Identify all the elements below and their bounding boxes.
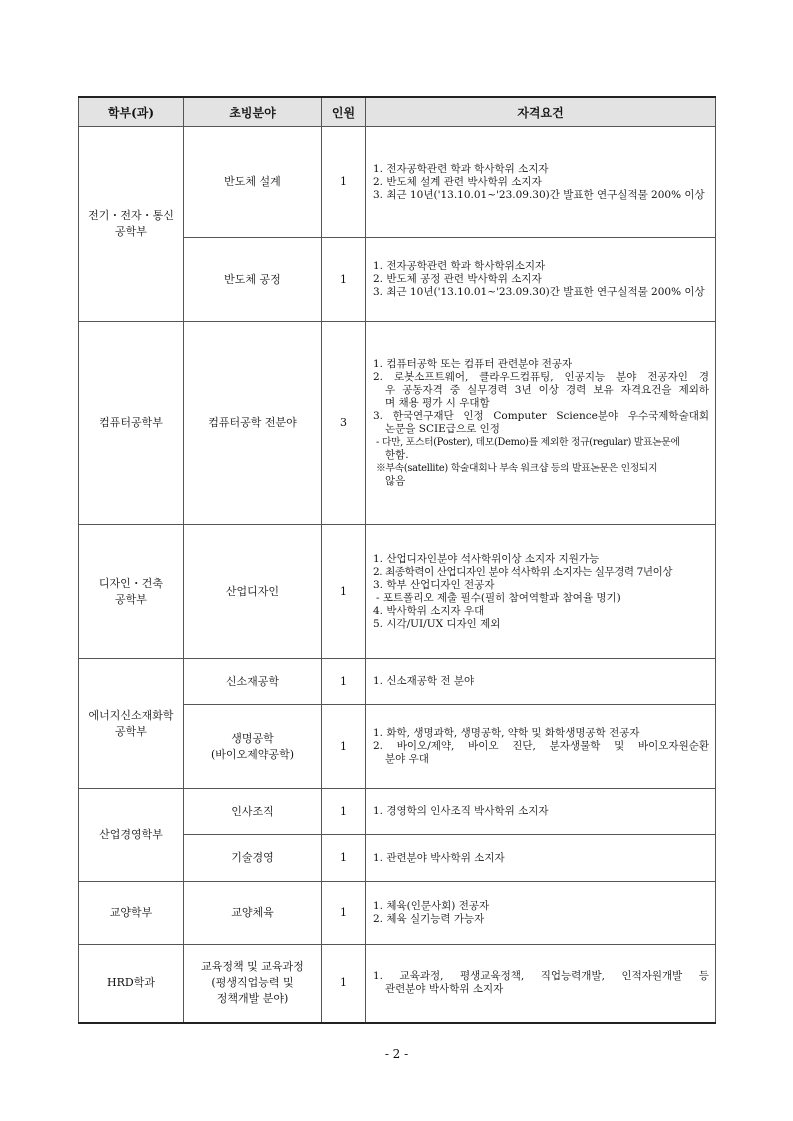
field-name: 산업디자인: [225, 584, 280, 598]
header-requirements: 자격요건: [366, 97, 716, 127]
requirement-line: 5. 시각/UI/UX 디자인 제외: [373, 617, 501, 630]
requirements-cell: [366, 525, 716, 659]
table-row: [79, 882, 716, 945]
field-name: 인사조직: [231, 804, 274, 818]
department-name: 디자인・건축: [98, 576, 164, 590]
count-cell: 1: [322, 705, 366, 789]
department-name: 공학부: [115, 225, 147, 238]
requirement-line: 우 공동자격 중 실무경력 3년 이상 경력 보유 자격요건을 제외하: [385, 384, 709, 396]
field-name: 정책개발 분야): [216, 992, 289, 1006]
requirement-line: 3. 최근 10년('13.10.01~'23.09.30)간 발표한 연구실적물 200% 이상: [373, 286, 705, 298]
field-cell: [184, 789, 322, 835]
requirements-cell: [366, 945, 716, 1023]
header-count: 인원: [322, 97, 366, 127]
department-cell: [79, 322, 184, 525]
requirements-cell: [366, 659, 716, 705]
requirements-cell: [366, 789, 716, 835]
requirement-line: 관련분야 박사학위 소지자: [385, 983, 504, 996]
field-cell: [184, 882, 322, 945]
requirement-line: 2. 최종학력이 산업디자인 분야 석사학위 소지자는 실무경력 7년이상: [373, 565, 673, 578]
requirement-line: 1. 컴퓨터공학 또는 컴퓨터 관련분야 전공자: [373, 358, 573, 370]
count-cell: 1: [322, 882, 366, 945]
field-name: (바이오제약공학): [211, 747, 294, 761]
table-header-row: [79, 97, 716, 127]
department-cell: [79, 659, 184, 789]
requirements-cell: [366, 705, 716, 789]
table-row: [79, 322, 716, 525]
page-number: - 2 -: [384, 1047, 409, 1061]
requirement-line: 1. 전자공학관련 학과 학사학위 소지자: [373, 162, 549, 175]
requirement-line: 3. 최근 10년('13.10.01~'23.09.30)간 발표한 연구실적물 200% 이상: [373, 188, 705, 201]
field-cell: [184, 835, 322, 882]
requirements-cell: [366, 835, 716, 882]
header-department: 학부(과): [79, 97, 184, 127]
department-name: 에너지신소재화학: [88, 708, 174, 722]
table-row: [79, 127, 716, 238]
requirement-line: 4. 박사학위 소지자 우대: [373, 604, 485, 617]
field-name: 반도체 설계: [224, 175, 281, 188]
requirement-line: 1. 화학, 생명과학, 생명공학, 약학 및 화학생명공학 전공자: [373, 727, 640, 739]
count-cell: 1: [322, 789, 366, 835]
requirement-line: - 포트폴리오 제출 필수(필히 참여역할과 참여율 명기): [376, 591, 621, 604]
requirement-line: 2. 반도체 설계 관련 박사학위 소지자: [373, 175, 542, 188]
count-cell: 1: [322, 835, 366, 882]
requirement-line: 1. 신소재공학 전 분야: [373, 675, 475, 687]
requirement-line: - 다만, 포스터(Poster), 데모(Demo)를 제외한 정규(regular) 발표논문에: [376, 437, 680, 448]
requirement-line: 2. 로봇소프트웨어, 클라우드컴퓨팅, 인공지능 분야 전공자인 경: [373, 371, 709, 383]
requirement-line: 않음: [385, 475, 406, 487]
requirement-line: ※부속(satellite) 학술대회나 부속 워크샵 등의 발표논문은 인정되지: [376, 463, 658, 474]
requirement-line: 1. 전자공학관련 학과 학사학위소지자: [373, 260, 546, 272]
requirements-cell: [366, 238, 716, 322]
field-name: 반도체 공정: [224, 272, 281, 286]
field-cell: [184, 945, 322, 1023]
requirement-line: 1. 체육(인문사회) 전공자: [373, 900, 490, 912]
requirement-line: 분야 우대: [385, 753, 429, 765]
table-row: [79, 945, 716, 1023]
department-cell: [79, 789, 184, 882]
department-cell: [79, 525, 184, 659]
department-name: 교양학부: [109, 906, 153, 919]
count-cell: 3: [322, 322, 366, 525]
field-cell: [184, 238, 322, 322]
requirement-line: 1. 관련분야 박사학위 소지자: [373, 851, 505, 864]
department-cell: [79, 127, 184, 322]
requirement-line: 2. 바이오/제약, 바이오 진단, 분자생물학 및 바이오자원순환: [373, 740, 709, 752]
requirement-line: 논문을 SCIE급으로 인정: [385, 423, 500, 435]
field-cell: [184, 525, 322, 659]
field-name: 컴퓨터공학 전분야: [208, 416, 297, 429]
department-cell: [79, 945, 184, 1023]
recruitment-table: [78, 96, 716, 1024]
department-name: 전기・전자・통신: [88, 209, 174, 222]
field-name: 생명공학: [231, 731, 274, 745]
count-cell: 1: [322, 659, 366, 705]
requirement-line: 2. 체육 실기능력 가능자: [373, 913, 485, 925]
field-cell: [184, 127, 322, 238]
requirement-line: 며 채용 평가 시 우대함: [385, 397, 490, 409]
header-field: 초빙분야: [184, 97, 322, 127]
field-name: 기술경영: [231, 851, 274, 864]
requirement-line: 1. 교육과정, 평생교육정책, 직업능력개발, 인적자원개발 등: [373, 970, 709, 983]
requirement-line: 1. 산업디자인분야 석사학위이상 소지자 지원가능: [373, 552, 600, 565]
department-name: 공학부: [115, 724, 147, 738]
requirement-line: 1. 경영학의 인사조직 박사학위 소지자: [373, 805, 549, 817]
field-cell: [184, 659, 322, 705]
field-name: 신소재공학: [225, 674, 280, 688]
requirement-line: 3. 학부 산업디자인 전공자: [373, 578, 495, 591]
table-row: [79, 525, 716, 659]
department-name: 공학부: [115, 592, 147, 606]
count-cell: 1: [322, 127, 366, 238]
count-cell: 1: [322, 525, 366, 659]
field-name: (평생직업능력 및: [211, 976, 294, 990]
field-name: 교육정책 및 교육과정: [201, 960, 304, 974]
table-row: [79, 659, 716, 705]
requirements-cell: [366, 882, 716, 945]
department-name: 산업경영학부: [99, 828, 163, 841]
table-row: [79, 789, 716, 835]
field-cell: [184, 705, 322, 789]
department-cell: [79, 882, 184, 945]
count-cell: 1: [322, 945, 366, 1023]
count-cell: 1: [322, 238, 366, 322]
department-name: HRD학과: [107, 976, 155, 990]
field-cell: [184, 322, 322, 525]
requirement-line: 한함.: [385, 449, 409, 461]
requirements-cell: [366, 322, 716, 525]
requirement-line: 3. 한국연구재단 인정 Computer Science분야 우수국제학술대회: [373, 410, 709, 422]
requirement-line: 2. 반도체 공정 관련 박사학위 소지자: [373, 273, 542, 285]
department-name: 컴퓨터공학부: [99, 416, 163, 429]
requirements-cell: [366, 127, 716, 238]
field-name: 교양체육: [231, 906, 274, 919]
